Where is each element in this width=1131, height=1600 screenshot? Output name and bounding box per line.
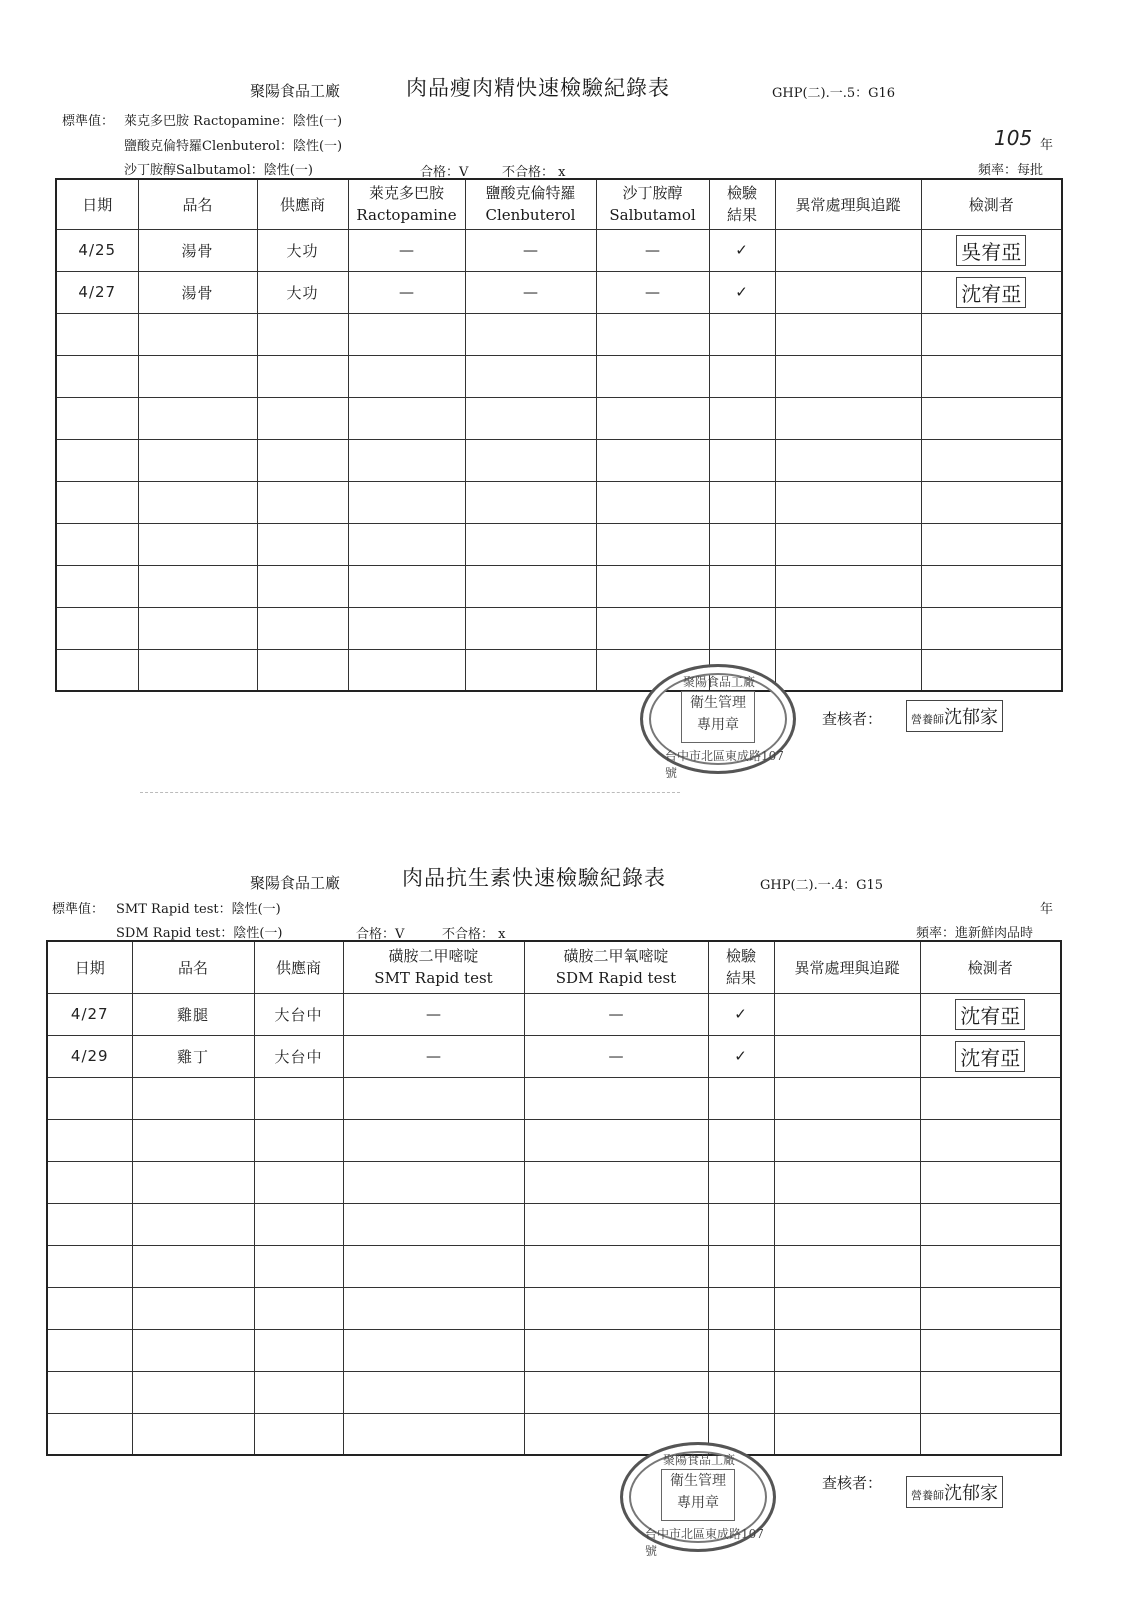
empty-cell	[343, 1329, 524, 1371]
empty-cell	[254, 1077, 343, 1119]
header-result	[708, 941, 774, 993]
empty-table-row	[56, 523, 1062, 565]
stamp-line2: 專用章	[677, 1495, 719, 1511]
empty-cell	[343, 1287, 524, 1329]
cell-result: ✓	[708, 1035, 774, 1077]
header-result-1: 檢驗	[726, 184, 757, 203]
empty-cell	[596, 355, 709, 397]
cell-inspector	[921, 229, 1062, 271]
empty-cell	[56, 481, 138, 523]
empty-cell	[254, 1203, 343, 1245]
empty-cell	[920, 1329, 1061, 1371]
inspector-signature: 沈宥亞	[955, 1041, 1025, 1072]
year-label: 年	[1040, 138, 1054, 153]
empty-cell	[524, 1245, 708, 1287]
header-result-2: 結果	[726, 206, 757, 225]
empty-cell	[47, 1161, 132, 1203]
empty-table-row	[56, 355, 1062, 397]
empty-cell	[709, 523, 775, 565]
reviewer-box	[906, 700, 1003, 732]
cell-smt: —	[343, 1035, 524, 1077]
cell-result: ✓	[709, 271, 775, 313]
empty-cell	[343, 1077, 524, 1119]
empty-cell	[343, 1371, 524, 1413]
stamp-line1: 衛生管理	[690, 695, 746, 711]
empty-cell	[254, 1413, 343, 1455]
record-table	[46, 940, 1062, 1456]
header-ractopamine-en: Ractopamine	[356, 206, 457, 225]
empty-cell	[138, 397, 257, 439]
empty-cell	[774, 1161, 920, 1203]
empty-cell	[138, 481, 257, 523]
empty-cell	[709, 481, 775, 523]
standard-sdm: SDM Rapid test：陰性(一)	[116, 926, 283, 941]
stamp-bottom-text: 台中市北區東成路107號	[645, 1527, 764, 1558]
cell-result: ✓	[708, 993, 774, 1035]
header-result-1: 檢驗	[725, 947, 756, 966]
empty-cell	[348, 397, 465, 439]
empty-cell	[257, 565, 348, 607]
empty-cell	[596, 397, 709, 439]
header-abnormal: 異常處理與追蹤	[775, 179, 921, 229]
header-inspector: 檢測者	[920, 941, 1061, 993]
reviewer-signature	[906, 700, 1003, 732]
cell-result: ✓	[709, 229, 775, 271]
empty-table-row	[56, 439, 1062, 481]
empty-cell	[132, 1287, 254, 1329]
empty-cell	[921, 565, 1062, 607]
empty-table-row	[47, 1161, 1061, 1203]
stamp-line2: 專用章	[697, 717, 739, 733]
empty-cell	[708, 1245, 774, 1287]
header-inspector: 檢測者	[921, 179, 1062, 229]
table-row	[56, 271, 1062, 313]
empty-cell	[254, 1329, 343, 1371]
empty-cell	[254, 1287, 343, 1329]
stamp-center	[661, 1469, 735, 1521]
cell-abnormal	[775, 229, 921, 271]
reviewer-label: 查核者：	[822, 710, 883, 728]
table-row	[47, 993, 1061, 1035]
empty-cell	[343, 1245, 524, 1287]
empty-cell	[596, 523, 709, 565]
standard-smt: SMT Rapid test：陰性(一)	[116, 902, 281, 917]
empty-cell	[257, 523, 348, 565]
empty-cell	[921, 313, 1062, 355]
stamp-top-text: 聚陽食品工廠	[683, 675, 756, 689]
empty-cell	[775, 649, 921, 691]
record-table	[55, 178, 1063, 692]
empty-cell	[47, 1245, 132, 1287]
empty-cell	[47, 1287, 132, 1329]
empty-cell	[465, 397, 596, 439]
cell-abnormal	[774, 1035, 920, 1077]
cell-supplier: 大台中	[254, 1035, 343, 1077]
empty-table-row	[56, 649, 1062, 691]
empty-cell	[920, 1119, 1061, 1161]
cell-supplier: 大功	[257, 229, 348, 271]
header-sdm-en: SDM Rapid test	[555, 969, 677, 988]
empty-cell	[775, 565, 921, 607]
empty-cell	[257, 607, 348, 649]
header-item: 品名	[138, 179, 257, 229]
empty-cell	[348, 439, 465, 481]
empty-cell	[920, 1287, 1061, 1329]
cell-salbutamol: —	[596, 271, 709, 313]
header-salbutamol-zh: 沙丁胺醇	[622, 184, 683, 203]
inspector-signature: 吳宥亞	[956, 235, 1026, 266]
empty-cell	[596, 481, 709, 523]
cell-item: 雞腿	[132, 993, 254, 1035]
cell-item: 湯骨	[138, 229, 257, 271]
empty-cell	[708, 1329, 774, 1371]
empty-cell	[465, 439, 596, 481]
cell-abnormal	[774, 993, 920, 1035]
empty-cell	[708, 1287, 774, 1329]
reviewer-title: 營養師	[911, 1489, 944, 1502]
empty-cell	[47, 1119, 132, 1161]
empty-cell	[709, 397, 775, 439]
empty-cell	[56, 565, 138, 607]
empty-cell	[774, 1203, 920, 1245]
empty-cell	[47, 1329, 132, 1371]
fail-legend: 不合格： x	[502, 165, 566, 180]
cell-ractopamine: —	[348, 271, 465, 313]
empty-table-row	[56, 607, 1062, 649]
cell-inspector	[921, 271, 1062, 313]
frequency: 頻率：每批	[978, 163, 1044, 178]
empty-cell	[775, 397, 921, 439]
standard-label: 標準值：	[52, 902, 105, 917]
empty-cell	[56, 439, 138, 481]
form-code: GHP(二).一.5：G16	[772, 86, 896, 101]
empty-cell	[524, 1287, 708, 1329]
empty-cell	[524, 1329, 708, 1371]
empty-cell	[257, 355, 348, 397]
empty-cell	[709, 607, 775, 649]
form-title: 肉品抗生素快速檢驗紀錄表	[402, 866, 666, 890]
empty-cell	[348, 565, 465, 607]
empty-cell	[138, 607, 257, 649]
empty-cell	[132, 1077, 254, 1119]
empty-cell	[254, 1371, 343, 1413]
empty-cell	[138, 523, 257, 565]
empty-cell	[708, 1161, 774, 1203]
empty-table-row	[56, 565, 1062, 607]
header-date: 日期	[47, 941, 132, 993]
empty-cell	[132, 1245, 254, 1287]
empty-cell	[465, 607, 596, 649]
cell-inspector	[920, 1035, 1061, 1077]
empty-cell	[921, 607, 1062, 649]
empty-table-row	[47, 1371, 1061, 1413]
reviewer-signature	[906, 1476, 1003, 1508]
empty-cell	[254, 1119, 343, 1161]
empty-cell	[709, 355, 775, 397]
empty-cell	[56, 397, 138, 439]
empty-cell	[56, 649, 138, 691]
empty-cell	[343, 1161, 524, 1203]
empty-cell	[775, 355, 921, 397]
header-sdm	[524, 941, 708, 993]
cell-item: 湯骨	[138, 271, 257, 313]
empty-cell	[774, 1413, 920, 1455]
empty-cell	[774, 1245, 920, 1287]
header-ractopamine-zh: 萊克多巴胺	[368, 184, 444, 203]
reviewer-title: 營養師	[911, 713, 944, 726]
empty-cell	[596, 565, 709, 607]
table-header-row	[56, 179, 1062, 229]
cell-ractopamine: —	[348, 229, 465, 271]
empty-cell	[348, 355, 465, 397]
cell-inspector	[920, 993, 1061, 1035]
standard-ractopamine: 萊克多巴胺 Ractopamine：陰性(一)	[124, 114, 343, 129]
empty-cell	[596, 439, 709, 481]
frequency: 頻率：進新鮮肉品時	[916, 926, 1034, 941]
header-ractopamine	[348, 179, 465, 229]
empty-cell	[524, 1203, 708, 1245]
stamp-line1: 衛生管理	[670, 1473, 726, 1489]
empty-cell	[920, 1161, 1061, 1203]
reviewer-box	[906, 1476, 1003, 1508]
empty-cell	[708, 1371, 774, 1413]
empty-cell	[920, 1203, 1061, 1245]
empty-cell	[708, 1077, 774, 1119]
empty-cell	[47, 1203, 132, 1245]
stamp-top-text: 聚陽食品工廠	[663, 1453, 736, 1467]
empty-cell	[348, 481, 465, 523]
empty-cell	[56, 523, 138, 565]
empty-cell	[920, 1077, 1061, 1119]
empty-cell	[56, 313, 138, 355]
empty-cell	[138, 649, 257, 691]
empty-cell	[47, 1077, 132, 1119]
empty-cell	[708, 1119, 774, 1161]
pass-legend: 合格：V	[420, 165, 469, 180]
stamp-bottom-text: 台中市北區東成路107號	[665, 749, 784, 780]
empty-cell	[921, 397, 1062, 439]
cell-sdm: —	[524, 1035, 708, 1077]
standard-label: 標準值：	[62, 114, 115, 129]
empty-cell	[774, 1077, 920, 1119]
empty-cell	[348, 607, 465, 649]
reviewer-name: 沈郁家	[944, 707, 998, 728]
table-header-row	[47, 941, 1061, 993]
empty-cell	[257, 313, 348, 355]
cell-date: 4/25	[56, 229, 138, 271]
year-label: 年	[1040, 902, 1054, 917]
empty-cell	[921, 523, 1062, 565]
empty-table-row	[47, 1413, 1061, 1455]
empty-cell	[348, 523, 465, 565]
empty-cell	[921, 439, 1062, 481]
reviewer-label: 查核者：	[822, 1474, 883, 1492]
header-result-2: 結果	[725, 969, 756, 988]
empty-table-row	[56, 397, 1062, 439]
inspector-signature: 沈宥亞	[956, 277, 1026, 308]
cell-abnormal	[775, 271, 921, 313]
empty-cell	[257, 397, 348, 439]
reviewer-name: 沈郁家	[944, 1483, 998, 1504]
header-clenbuterol-zh: 鹽酸克倫特羅	[485, 184, 576, 203]
empty-cell	[524, 1371, 708, 1413]
empty-cell	[920, 1245, 1061, 1287]
empty-cell	[47, 1371, 132, 1413]
empty-cell	[132, 1119, 254, 1161]
cell-date: 4/29	[47, 1035, 132, 1077]
empty-cell	[138, 565, 257, 607]
company-name: 聚陽食品工廠	[250, 82, 341, 100]
header-date: 日期	[56, 179, 138, 229]
cell-item: 雞丁	[132, 1035, 254, 1077]
empty-cell	[138, 355, 257, 397]
empty-cell	[257, 649, 348, 691]
table-row	[47, 1035, 1061, 1077]
empty-cell	[709, 439, 775, 481]
empty-cell	[596, 607, 709, 649]
page-separator	[140, 792, 680, 793]
cell-smt: —	[343, 993, 524, 1035]
empty-cell	[709, 565, 775, 607]
empty-cell	[775, 607, 921, 649]
empty-cell	[465, 481, 596, 523]
cell-supplier: 大台中	[254, 993, 343, 1035]
empty-cell	[709, 313, 775, 355]
empty-cell	[524, 1161, 708, 1203]
empty-cell	[132, 1161, 254, 1203]
empty-cell	[921, 649, 1062, 691]
cell-sdm: —	[524, 993, 708, 1035]
empty-cell	[920, 1413, 1061, 1455]
official-stamp	[640, 664, 796, 780]
cell-date: 4/27	[47, 993, 132, 1035]
empty-cell	[348, 313, 465, 355]
empty-cell	[774, 1287, 920, 1329]
empty-cell	[465, 649, 596, 691]
header-clenbuterol-en: Clenbuterol	[485, 206, 576, 225]
empty-table-row	[47, 1119, 1061, 1161]
empty-cell	[921, 355, 1062, 397]
empty-table-row	[56, 313, 1062, 355]
header-abnormal: 異常處理與追蹤	[774, 941, 920, 993]
empty-table-row	[47, 1287, 1061, 1329]
empty-cell	[775, 523, 921, 565]
cell-supplier: 大功	[257, 271, 348, 313]
empty-cell	[465, 523, 596, 565]
empty-cell	[343, 1119, 524, 1161]
empty-table-row	[56, 481, 1062, 523]
empty-cell	[775, 313, 921, 355]
empty-cell	[47, 1413, 132, 1455]
empty-cell	[774, 1329, 920, 1371]
company-name: 聚陽食品工廠	[250, 874, 341, 892]
form-title: 肉品瘦肉精快速檢驗紀錄表	[406, 76, 670, 100]
inspector-signature: 沈宥亞	[955, 999, 1025, 1030]
empty-cell	[257, 439, 348, 481]
empty-cell	[56, 607, 138, 649]
header-item: 品名	[132, 941, 254, 993]
cell-salbutamol: —	[596, 229, 709, 271]
header-smt-en: SMT Rapid test	[374, 969, 493, 988]
empty-table-row	[47, 1329, 1061, 1371]
empty-cell	[596, 313, 709, 355]
empty-cell	[920, 1371, 1061, 1413]
standard-salbutamol: 沙丁胺醇Salbutamol：陰性(一)	[124, 163, 313, 178]
empty-cell	[775, 481, 921, 523]
empty-cell	[56, 355, 138, 397]
stamp-center	[681, 691, 755, 743]
empty-cell	[465, 313, 596, 355]
empty-cell	[775, 439, 921, 481]
empty-cell	[132, 1371, 254, 1413]
empty-cell	[774, 1371, 920, 1413]
year-value: 105	[994, 126, 1033, 150]
empty-cell	[348, 649, 465, 691]
empty-cell	[343, 1203, 524, 1245]
header-supplier: 供應商	[254, 941, 343, 993]
pass-legend: 合格：V	[356, 927, 405, 942]
empty-table-row	[47, 1077, 1061, 1119]
header-sdm-zh: 磺胺二甲氧嘧啶	[563, 947, 669, 966]
empty-cell	[524, 1077, 708, 1119]
empty-cell	[138, 439, 257, 481]
standard-clenbuterol: 鹽酸克倫特羅Clenbuterol：陰性(一)	[124, 139, 343, 154]
empty-table-row	[47, 1203, 1061, 1245]
official-stamp	[620, 1442, 776, 1558]
empty-cell	[132, 1203, 254, 1245]
empty-cell	[921, 481, 1062, 523]
header-salbutamol-en: Salbutamol	[609, 206, 696, 225]
header-supplier: 供應商	[257, 179, 348, 229]
cell-clenbuterol: —	[465, 229, 596, 271]
empty-cell	[774, 1119, 920, 1161]
empty-cell	[254, 1161, 343, 1203]
empty-cell	[257, 481, 348, 523]
empty-cell	[708, 1203, 774, 1245]
cell-clenbuterol: —	[465, 271, 596, 313]
fail-legend: 不合格： x	[442, 927, 506, 942]
empty-cell	[254, 1245, 343, 1287]
header-smt	[343, 941, 524, 993]
empty-cell	[132, 1413, 254, 1455]
header-clenbuterol	[465, 179, 596, 229]
cell-date: 4/27	[56, 271, 138, 313]
empty-cell	[343, 1413, 524, 1455]
empty-cell	[524, 1119, 708, 1161]
table-row	[56, 229, 1062, 271]
header-salbutamol	[596, 179, 709, 229]
empty-cell	[465, 355, 596, 397]
empty-table-row	[47, 1245, 1061, 1287]
empty-cell	[132, 1329, 254, 1371]
empty-cell	[138, 313, 257, 355]
header-smt-zh: 磺胺二甲嘧啶	[388, 947, 479, 966]
empty-cell	[465, 565, 596, 607]
header-result	[709, 179, 775, 229]
form-code: GHP(二).一.4：G15	[760, 878, 884, 893]
